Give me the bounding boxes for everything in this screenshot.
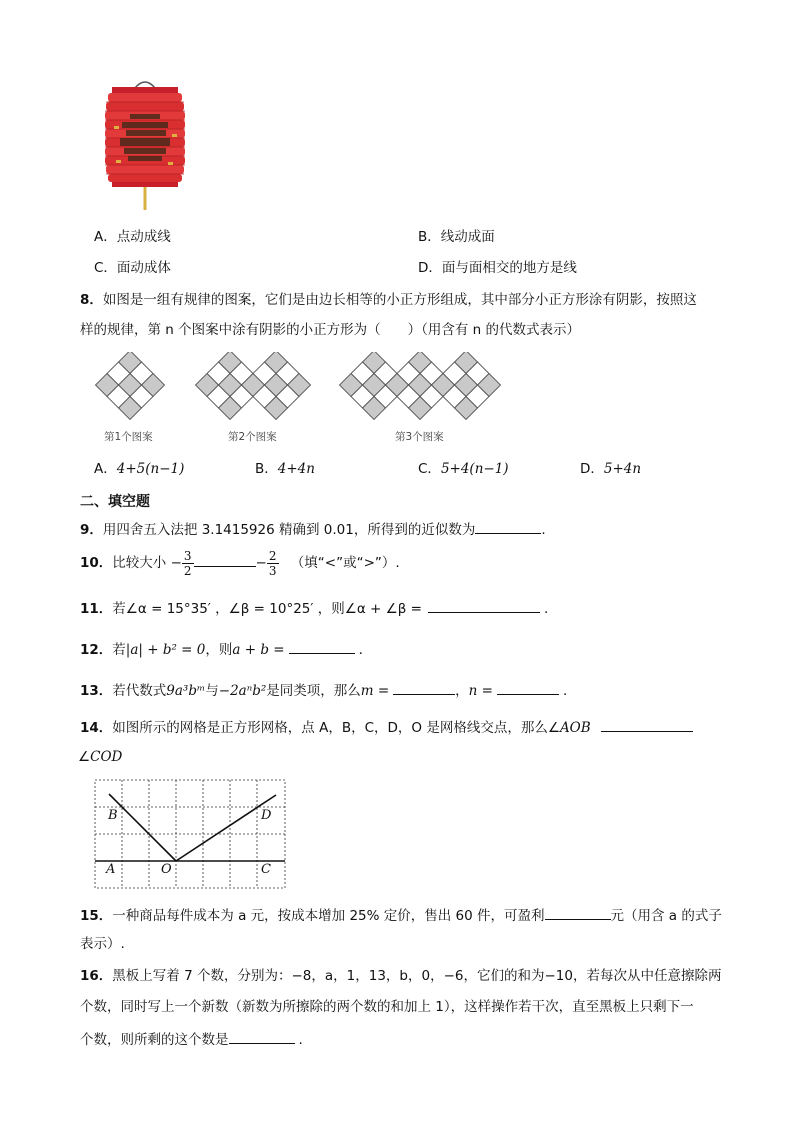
- q16-text-line3: 个数，则所剩的这个数是: [80, 1032, 229, 1048]
- q9: [80, 519, 546, 539]
- q10-number: 10．: [80, 555, 113, 571]
- q8-number: 8．: [80, 292, 103, 308]
- q12-pre: 若: [112, 642, 126, 658]
- q11-number: 11．: [80, 601, 113, 617]
- q15-after: 元（用含 a 的式子: [610, 908, 722, 924]
- q8-text-line1: 如图是一组有规律的图案，它们是由边长相等的小正方形组成，其中部分小正方形涂有阴影，按照这: [102, 292, 697, 308]
- q14-grid-figure: [94, 779, 288, 891]
- q14-label-b: B: [108, 808, 118, 823]
- q7-option-b[interactable]: B．线动成面: [418, 229, 495, 245]
- q8-option-b-expr: 4+4n: [277, 461, 315, 477]
- q10-answer-blank[interactable]: [194, 552, 256, 567]
- q8-option-b-label: B．: [255, 461, 278, 477]
- q10-fraction-1: [182, 549, 194, 578]
- q14-angle2-prefix: ∠: [78, 749, 91, 765]
- q13-mid2: 是同类项，那么: [266, 683, 361, 699]
- q14-line1: [80, 717, 693, 737]
- q12-mid: ，则: [205, 642, 233, 658]
- q16-number: 16．: [80, 968, 113, 984]
- q8-option-d-expr: 5+4n: [603, 461, 642, 477]
- q9-number: 9．: [80, 522, 103, 538]
- section-title-fill-blank: 二、填空题: [80, 494, 150, 510]
- q11: [80, 598, 548, 618]
- q8-option-a[interactable]: [94, 460, 184, 478]
- q13-var2: n =: [468, 683, 493, 699]
- q10-f1-sign: −: [170, 555, 182, 571]
- q12-expr: |a| + b² = 0: [125, 642, 206, 658]
- q8-option-a-label: A．: [94, 461, 117, 477]
- q10: [80, 546, 400, 582]
- q13-expr1: 9a³bᵐ: [166, 683, 206, 699]
- q8-caption-3: 第3个图案: [395, 431, 444, 443]
- q10-f2-den: 3: [268, 563, 277, 578]
- q16-line3: [80, 1029, 303, 1049]
- q11-end: .: [543, 601, 549, 617]
- q14-number: 14．: [80, 720, 113, 736]
- q10-f2-num: 2: [268, 548, 277, 563]
- q15-number: 15．: [80, 908, 113, 924]
- q9-answer-blank[interactable]: [475, 519, 541, 534]
- q10-f1-num: 3: [183, 548, 192, 563]
- q16-end: .: [298, 1032, 303, 1048]
- q14-answer-blank[interactable]: [601, 717, 693, 732]
- q12-answer-blank[interactable]: [289, 639, 355, 654]
- q13: [80, 680, 567, 700]
- q13-comma: ，: [455, 683, 469, 699]
- q13-var1: m =: [360, 683, 390, 699]
- q10-f2-sign: −: [255, 555, 267, 571]
- q13-n-blank[interactable]: [497, 680, 559, 695]
- q8-stem-line1: [80, 291, 697, 309]
- q8-option-c-expr: 5+4(n−1): [440, 461, 509, 477]
- q8-pattern-svg: [92, 352, 512, 448]
- q15-line2: 表示）.: [80, 936, 125, 952]
- q13-expr2: −2aⁿb²: [218, 683, 267, 699]
- q11-text: 若∠α = 15°35′ ，∠β = 10°25′ ，则∠α + ∠β =: [112, 601, 422, 617]
- q13-end: .: [562, 683, 568, 699]
- q14-line2: [78, 748, 122, 766]
- q8-option-a-expr: 4+5(n−1): [116, 461, 185, 477]
- lantern-image: [100, 78, 190, 220]
- q8-option-d-label: D．: [580, 461, 604, 477]
- q16-line2: 个数，同时写上一个新数（新数为所擦除的两个数的和加上 1），这样操作若干次，直至黑板上只剩下一: [80, 999, 694, 1015]
- q10-fraction-2: [267, 549, 279, 578]
- q8-option-c[interactable]: [418, 460, 509, 478]
- q14-grid-svg: [94, 779, 288, 891]
- q8-caption-2: 第2个图案: [228, 431, 277, 443]
- q14-angle2: COD: [90, 749, 123, 765]
- q13-m-blank[interactable]: [393, 680, 455, 695]
- q12-number: 12．: [80, 642, 113, 658]
- q12: [80, 639, 363, 659]
- q13-mid1: 与: [205, 683, 219, 699]
- q16-line1: [80, 967, 721, 985]
- q8-option-d[interactable]: [580, 460, 641, 478]
- q7-option-d[interactable]: D．面与面相交的地方是线: [418, 260, 577, 276]
- q13-number: 13．: [80, 683, 113, 699]
- q7-option-c[interactable]: C．面动成体: [94, 260, 171, 276]
- q11-answer-blank[interactable]: [428, 598, 540, 613]
- q8-option-b[interactable]: [255, 460, 315, 478]
- q7-option-a[interactable]: A．点动成线: [94, 229, 171, 245]
- q14-label-c: C: [261, 862, 271, 877]
- q8-stem-line2: 样的规律，第 n 个图案中涂有阴影的小正方形为（ ）（用含有 n 的代数式表示）: [80, 322, 581, 338]
- q14-angle1: AOB: [559, 720, 591, 736]
- q13-pre: 若代数式: [112, 683, 167, 699]
- q10-hint: （填“<”或“>”）.: [290, 555, 400, 571]
- q8-option-c-label: C．: [418, 461, 441, 477]
- q16-answer-blank[interactable]: [229, 1029, 295, 1044]
- q14-label-d: D: [261, 808, 272, 823]
- q15-answer-blank[interactable]: [545, 905, 611, 920]
- q8-caption-1: 第1个图案: [104, 431, 153, 443]
- q15-text: 一种商品每件成本为 a 元，按成本增加 25% 定价，售出 60 件，可盈利: [112, 908, 545, 924]
- q14-text: 如图所示的网格是正方形网格，点 A，B，C，D，O 是网格线交点，那么∠: [112, 720, 560, 736]
- q12-expr2: a + b =: [232, 642, 285, 658]
- q14-label-a: A: [106, 862, 116, 877]
- q10-text: 比较大小: [112, 555, 167, 571]
- q8-pattern-figure: [92, 352, 512, 448]
- q9-text: 用四舍五入法把 3.1415926 精确到 0.01，所得到的近似数为: [102, 522, 476, 538]
- q15-line1: [80, 905, 722, 925]
- q14-label-o: O: [161, 862, 172, 877]
- q9-end: .: [541, 522, 546, 538]
- q16-text-line1: 黑板上写着 7 个数，分别为：−8，a，1，13，b，0，−6，它们的和为−10，若每次从中任意擦除两: [112, 968, 722, 984]
- q10-f1-den: 2: [183, 563, 192, 578]
- q12-end: .: [358, 642, 363, 658]
